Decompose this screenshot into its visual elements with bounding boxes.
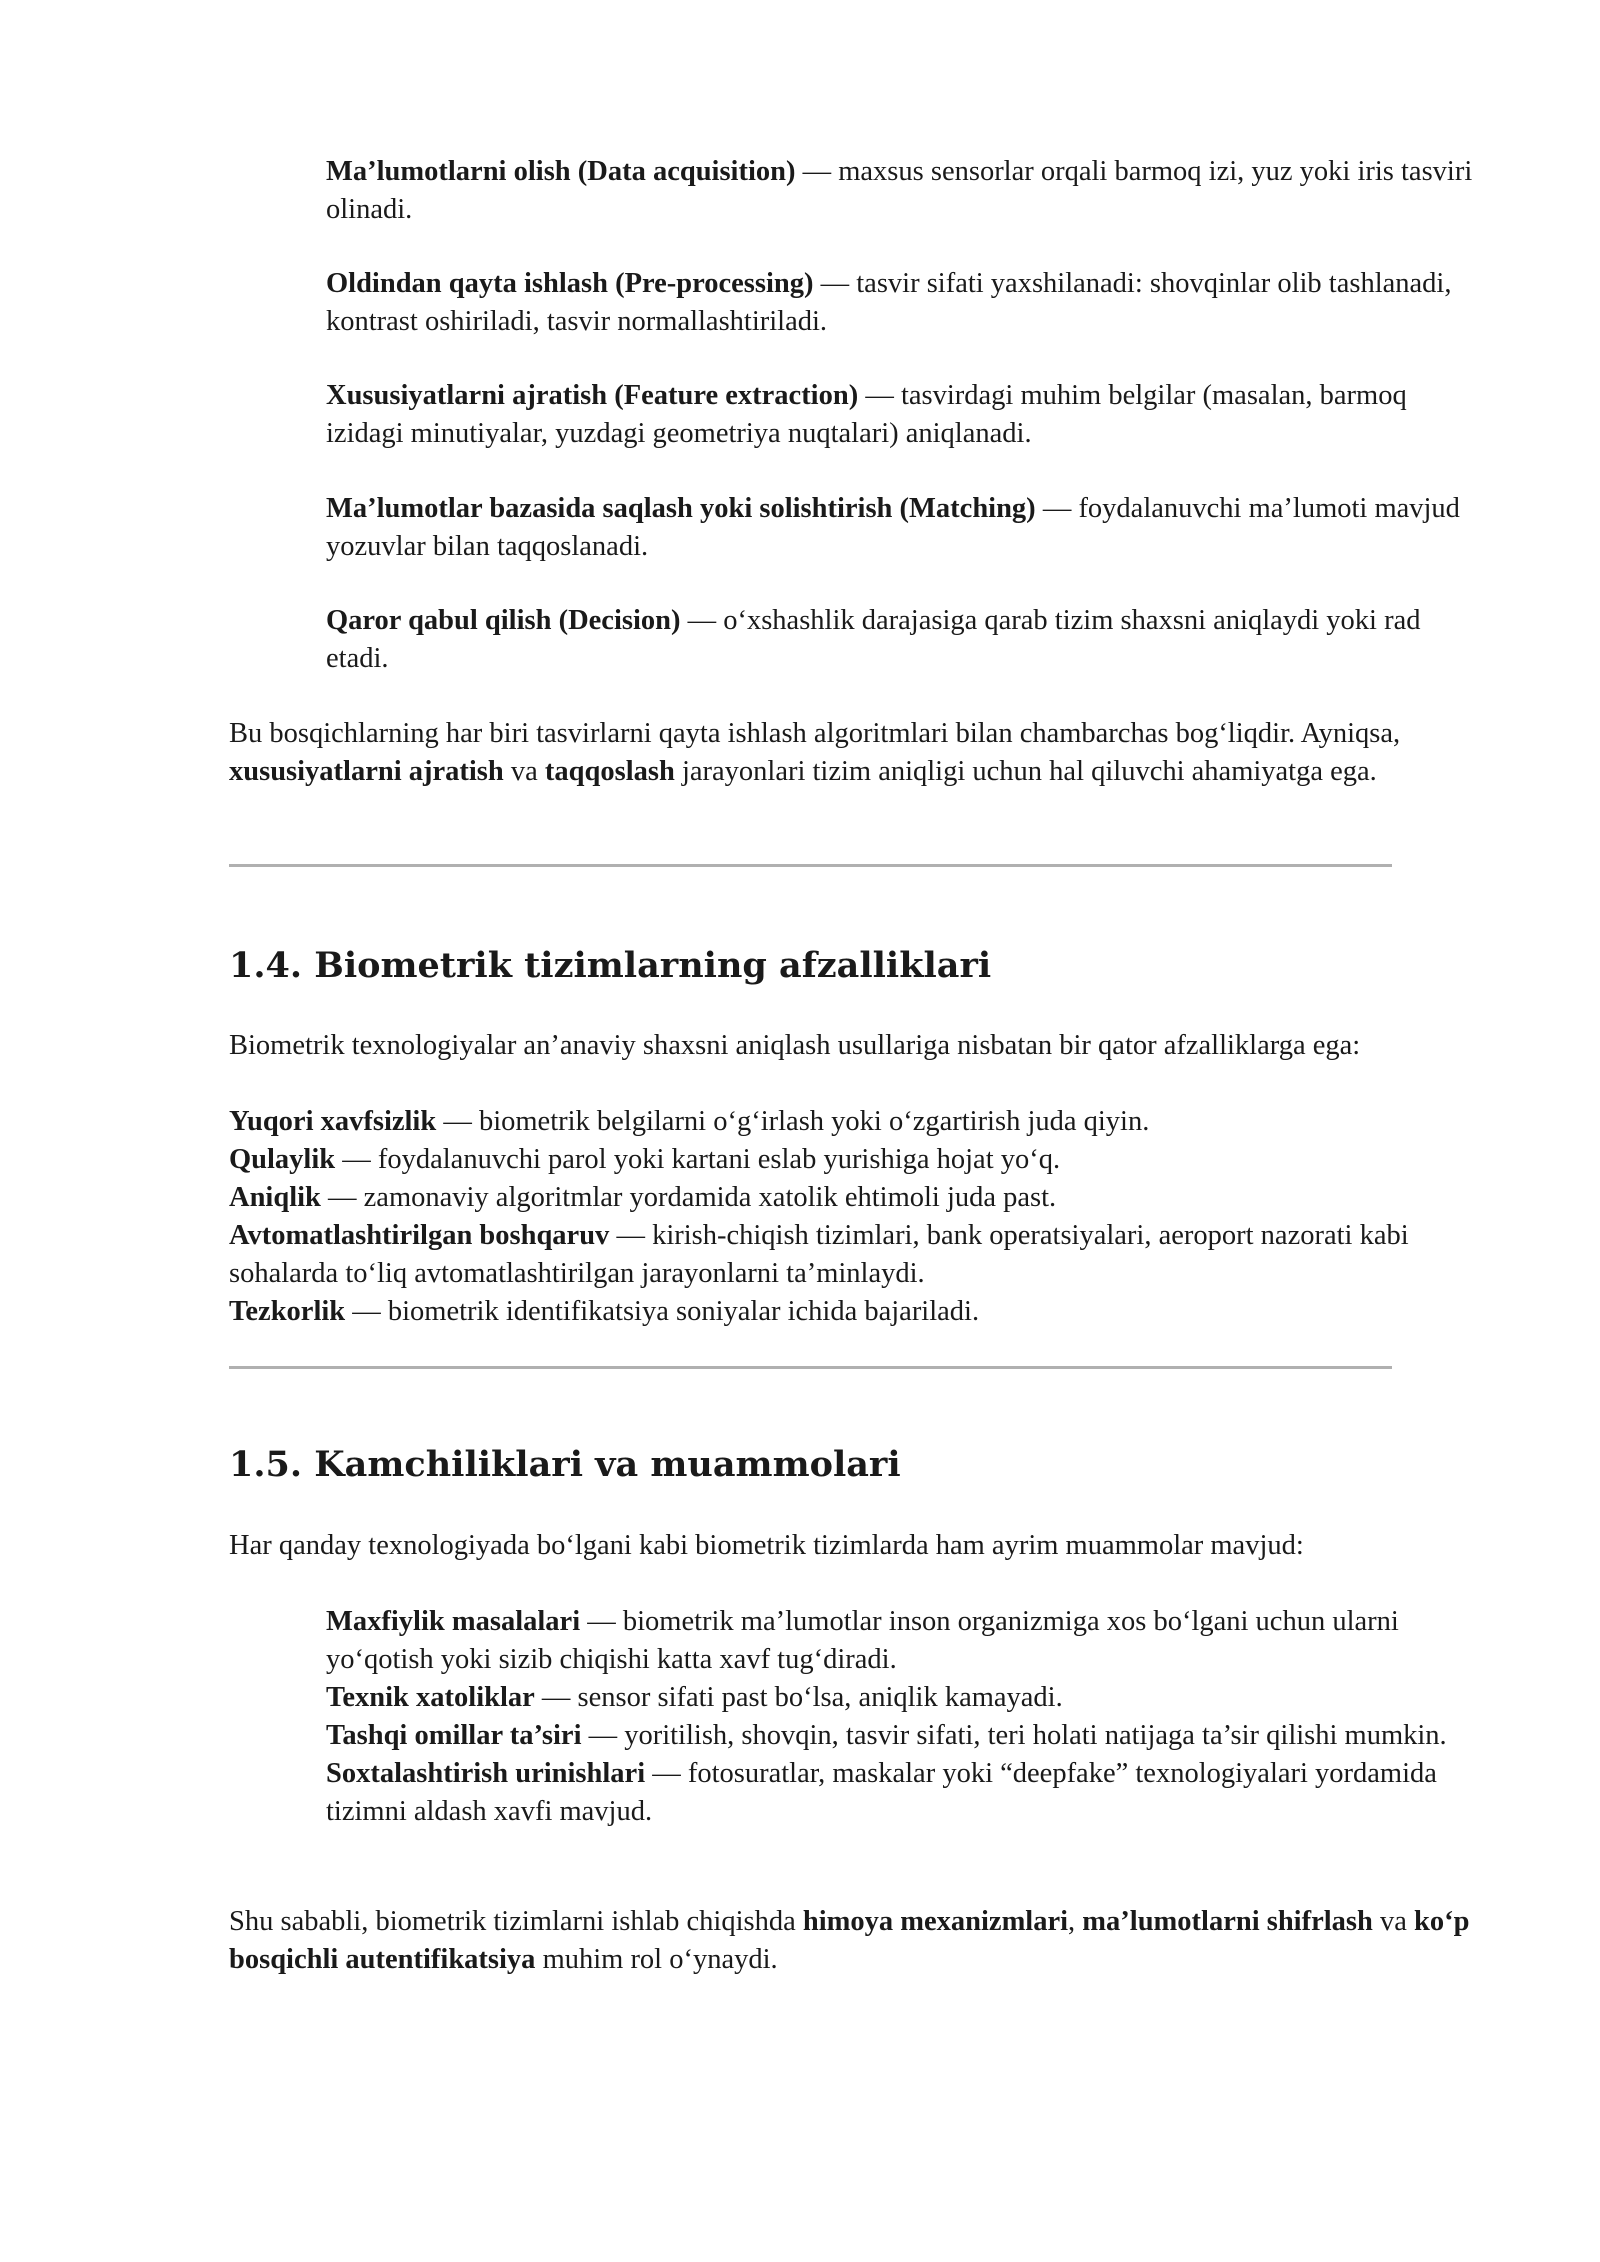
list-item: Tashqi omillar ta’siri — yoritilish, shovqin, tasvir sifati, teri holati natijaga ta’sir qilishi mumkin. [326,1720,1447,1751]
emphasis-feature-extraction: xususiyatlarni ajratish [229,756,504,787]
emphasis-protection: himoya mexanizmlari [802,1906,1069,1937]
list-item: Avtomatlashtirilgan boshqaruv — kirish-chiqish tizimlari, bank operatsiyalari, aeroport nazorati kabi sohalarda to‘liq avtomatlashtirilgan jarayonlarni ta’minlaydi. [229,1220,1409,1289]
horizontal-divider [229,864,1392,867]
drawbacks-intro: Har qanday texnologiyada bo‘lgani kabi biometrik tizimlarda ham ayrim muammolar mavjud: [229,1530,1304,1561]
step-term: Ma’lumotlar bazasida saqlash yoki solishtirish (Matching) [326,493,1036,524]
step-data-acquisition [326,153,1476,229]
list-item: Qulaylik — foydalanuvchi parol yoki kartani eslab yurishiga hojat yo‘q. [229,1144,1061,1175]
step-desc: — foydalanuvchi ma’lumoti mavjud yozuvlar bilan taqqoslanadi. [326,493,1460,562]
emphasis-encryption: ma’lumotlarni shifrlash [1082,1906,1373,1937]
list-item: Texnik xatoliklar — sensor sifati past bo‘lsa, aniqlik kamayadi. [326,1682,1063,1713]
step-feature-extraction [326,377,1476,453]
emphasis-matching: taqqoslash [544,756,675,787]
section-heading-drawbacks: 1.5. Kamchiliklari va muammolari [229,1444,901,1485]
advantages-list [229,1103,1479,1331]
steps-summary-paragraph: Bu bosqichlarning har biri tasvirlarni qayta ishlash algoritmlari bilan chambarchas bog‘liqdir. Ayniqsa, xususiyatlarni ajratish va taqqoslash jarayonlari tizim aniqligi uchun hal qiluvchi ahamiyatga ega. [229,718,1401,787]
drawbacks-conclusion: Shu sababli, biometrik tizimlarni ishlab chiqishda himoya mexanizmlari, ma’lumotlarni shifrlash va ko‘p bosqichli autentifikatsiya muhim rol o‘ynaydi. [229,1906,1470,1975]
horizontal-divider [229,1366,1392,1369]
step-decision [326,602,1476,678]
list-item: Soxtalashtirish urinishlari — fotosuratlar, maskalar yoki “deepfake” texnologiyalari yordamida tizimni aldash xavfi mavjud. [326,1758,1437,1827]
step-matching [326,490,1476,566]
emphasis-mfa: ko‘p bosqichli autentifikatsiya [229,1906,1470,1975]
step-term: Ma’lumotlarni olish (Data acquisition) [326,156,796,187]
step-desc: — tasvirdagi muhim belgilar (masalan, barmoq izidagi minutiyalar, yuzdagi geometriya nuqtalari) aniqlanadi. [326,380,1407,449]
step-term: Qaror qabul qilish (Decision) [326,605,681,636]
advantages-intro: Biometrik texnologiyalar an’anaviy shaxsni aniqlash usullariga nisbatan bir qator afzalliklarga ega: [229,1030,1361,1061]
step-desc: — maxsus sensorlar orqali barmoq izi, yuz yoki iris tasviri olinadi. [326,156,1473,225]
section-heading-advantages: 1.4. Biometrik tizimlarning afzalliklari [229,945,992,986]
list-item: Aniqlik — zamonaviy algoritmlar yordamida xatolik ehtimoli juda past. [229,1182,1057,1213]
step-desc: — tasvir sifati yaxshilanadi: shovqinlar olib tashlanadi, kontrast oshiriladi, tasvir normallashtiriladi. [326,268,1452,337]
drawbacks-list [326,1603,1476,1831]
step-pre-processing [326,265,1476,341]
step-term: Xususiyatlarni ajratish (Feature extraction) [326,380,859,411]
step-term: Oldindan qayta ishlash (Pre-processing) [326,268,814,299]
list-item: Maxfiylik masalalari — biometrik ma’lumotlar inson organizmiga xos bo‘lgani uchun ularni yo‘qotish yoki sizib chiqishi katta xavf tug‘diradi. [326,1606,1399,1675]
step-desc: — o‘xshashlik darajasiga qarab tizim shaxsni aniqlaydi yoki rad etadi. [326,605,1421,674]
list-item: Tezkorlik — biometrik identifikatsiya soniyalar ichida bajariladi. [229,1296,980,1327]
list-item: Yuqori xavfsizlik — biometrik belgilarni o‘g‘irlash yoki o‘zgartirish juda qiyin. [229,1106,1150,1137]
